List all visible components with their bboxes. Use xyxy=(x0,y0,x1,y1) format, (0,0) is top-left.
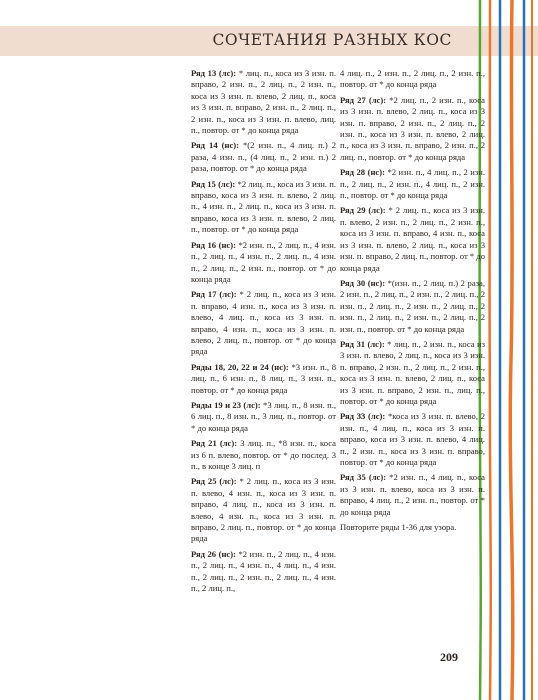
row-text: *3 изн. п., 8 лиц. п., 6 изн. п., 8 лиц. п., 3 изн. п., повтор. от * до конца ряда xyxy=(191,361,336,395)
instruction-row xyxy=(340,205,485,273)
row-text: *2 изн. п., 4 лиц. п., 2 изн. п., 2 лиц. п., 2 изн. п., 4 лиц. п., 2 изн. п., повтор. от * до конца ряда xyxy=(340,167,485,201)
row-label: Ряд 21 (лс): xyxy=(191,438,238,449)
instruction-row xyxy=(191,240,336,286)
row-text: * 2 лиц. п., коса из 3 изн. п. вправо, 4 изн. п., коса из 3 изн. п. влево, 4 лиц. п., коса из 3 изн. п. вправо, 4 изн. п., коса из 3 изн. п. влево, 2 лиц. п., повтор. от * до конца ряда xyxy=(191,289,337,357)
instruction-row xyxy=(340,411,485,468)
row-label: Ряд 26 (нс): xyxy=(191,548,236,559)
row-text: *(изн. п., 2 лиц. п.) 2 раза, 2 изн. п., 2 лиц. п., 2 изн. п., 2 лиц. п., 2 изн. п., 2 лиц. п., 2 изн. п., 2 лиц. п., 2 изн. п., 2 лиц. п., 2 изн. п., 2 лиц. п., 2 изн. п., повтор. от * до конца ряда xyxy=(340,277,485,334)
row-label: Ряд 28 (нс): xyxy=(340,167,385,178)
row-label: Ряд 29 (лс): xyxy=(340,205,386,216)
row-text: 4 лиц. п., 2 изн. п., 2 лиц. п., 2 изн. п., повтор. от * до конца ряда xyxy=(340,68,485,90)
row-label: Ряд 27 (лс): xyxy=(340,94,387,105)
row-label: Ряд 17 (лс): xyxy=(191,289,237,300)
instruction-row xyxy=(340,167,485,201)
row-label: Ряд 30 (нс): xyxy=(340,277,386,288)
instruction-row xyxy=(191,140,336,174)
row-text: *2 лиц. п., 2 изн. п., коса из 3 изн. п. влево, 2 лиц. п., коса из 3 изн. п. вправо, 2 изн. п., 2 лиц. п., 2 изн. п., коса из 3 изн. п. влево, 2 лиц. п., коса из 3 изн. п. вправо, 2 изн. п., 2 лиц. п., повтор. от * до конца ряда xyxy=(340,94,485,162)
instruction-row xyxy=(191,476,336,544)
orange-yarn-stripe xyxy=(510,0,513,700)
row-label: Ряд 33 (лс): xyxy=(340,411,386,422)
section-title: СОЧЕТАНИЯ РАЗНЫХ КОС xyxy=(212,31,452,49)
row-label: Ряд 13 (лс): xyxy=(191,68,237,78)
instruction-row xyxy=(340,522,485,533)
instruction-row xyxy=(340,95,485,163)
orange-stripe xyxy=(490,0,491,700)
row-text: * 2 лиц. п., коса из 3 изн. п. влево, 2 изн. п., 2 лиц. п., 2 изн. п., коса из 3 изн. п. вправо, 4 изн. п., коса из 3 изн. п. влево, 2 лиц. п., коса из 3 изн. п. вправо, 2 лиц. п., повтор. от * до конца ряда xyxy=(340,205,486,273)
instruction-row xyxy=(340,339,485,407)
page-number: 209 xyxy=(440,650,458,664)
row-label: Ряд 14 (нс): xyxy=(191,140,239,151)
instruction-row xyxy=(340,472,485,518)
row-label: Ряд 25 (лс): xyxy=(191,476,237,487)
row-label: Ряды 19 и 23 (лс): xyxy=(191,399,261,410)
instruction-row xyxy=(191,179,336,236)
row-label: Ряд 31 (лс): xyxy=(340,338,385,349)
right-column xyxy=(340,68,485,537)
row-text: * лиц. п., коса из 3 изн. п. вправо, 2 изн. п., 2 лиц. п., 2 изн. п., коса из 3 изн. п. влево, 2 лиц. п., коса из 3 изн. п. вправо, 2 изн. п., 2 лиц. п., 2 изн. п., коса из 3 изн. п. влево, лиц. п., повтор. от * до конца ряда xyxy=(191,68,336,136)
instruction-row xyxy=(340,278,485,335)
row-text: *2 лиц. п., коса из 3 изн. п. вправо, коса из 3 изн. п. влево, 2 лиц. п., 4 изн. п., 2 лиц. п., коса из 3 изн. п. вправо, коса из 3 изн. п. влево, 2 лиц. п., повтор. от * до конца ряда xyxy=(191,178,336,235)
instruction-row xyxy=(191,400,336,434)
row-label: Ряды 18, 20, 22 и 24 (нс): xyxy=(191,361,289,372)
row-text: Повторите ряды 1-36 для узора. xyxy=(340,522,457,533)
row-text: *3 лиц. п., 8 изн. п., 6 лиц. п., 8 изн. п., 3 лиц. п., повтор. от * до конца ряда xyxy=(191,399,337,433)
instruction-row xyxy=(191,68,336,136)
row-text: *2 изн. п., 2 лиц. п., 4 изн. п., 2 лиц. п., 4 изн. п., 2 лиц. п., 4 изн. п., 2 лиц. п., 2 изн. п., повтор. от * до конца ряда xyxy=(191,239,336,284)
row-label: Ряд 16 (нс): xyxy=(191,239,236,250)
row-text: *коса из 3 изн. п. влево, 2 изн. п., 4 лиц. п., коса из 3 изн. п. вправо, коса из 3 изн. п. влево, 4 лиц. п., 2 изн. п., коса из 3 изн. п. вправо, повтор. от * до конца ряда xyxy=(340,411,486,467)
row-label: Ряд 35 (лс): xyxy=(340,472,387,483)
left-column xyxy=(191,68,336,598)
row-text: * 2 лиц. п., коса из 3 изн. п. влево, 4 изн. п., коса из 3 изн. п. вправо, 4 лиц. п., коса из 3 изн. п. влево, 4 изн. п., коса из 3 изн. п. вправо, 2 лиц. п., повтор. от * до конца ряда xyxy=(191,476,337,544)
row-text: *2 изн. п., 2 лиц. п., 4 изн. п., 2 лиц. п., 4 изн. п., 4 лиц. п., 4 изн. п., 2 лиц. п., 2 изн. п., 2 лиц. п., 4 изн. п., 2 лиц. п., xyxy=(191,548,336,594)
row-text: 3 лиц. п., *8 изн. п., коса из 6 п. влево, повтор. от * до послед. 3 п., в конце 3 лиц. п xyxy=(191,438,336,471)
instruction-row xyxy=(191,362,336,396)
instruction-row xyxy=(191,289,336,357)
instruction-row xyxy=(340,68,485,91)
instruction-row xyxy=(191,549,336,595)
row-label: Ряд 15 (лс): xyxy=(191,178,236,189)
row-text: *(2 изн. п., 4 лиц. п.) 2 раза, 4 изн. п., (4 лиц. п., 2 изн. п.) 2 раза, повтор. от * до конца ряда xyxy=(191,140,336,174)
row-text: *2 изн. п., 4 лиц. п., коса из 3 изн. п. влево, коса из 3 изн. п. вправо, 4 лиц. п., 2 изн. п., повтор. от * до конца ряда xyxy=(340,472,485,517)
row-text: * лиц. п., 2 изн. п., коса из 3 изн. п. влево, 2 лиц. п., коса из 3 изн. п. вправо, 2 изн. п., 2 лиц. п., 2 изн. п., коса из 3 изн. п. влево, 2 лиц. п., коса из 3 изн. п. вправо, 2 изн. п., лиц. п., повтор. от * до конца ряда xyxy=(340,338,485,406)
instruction-row xyxy=(191,438,336,472)
